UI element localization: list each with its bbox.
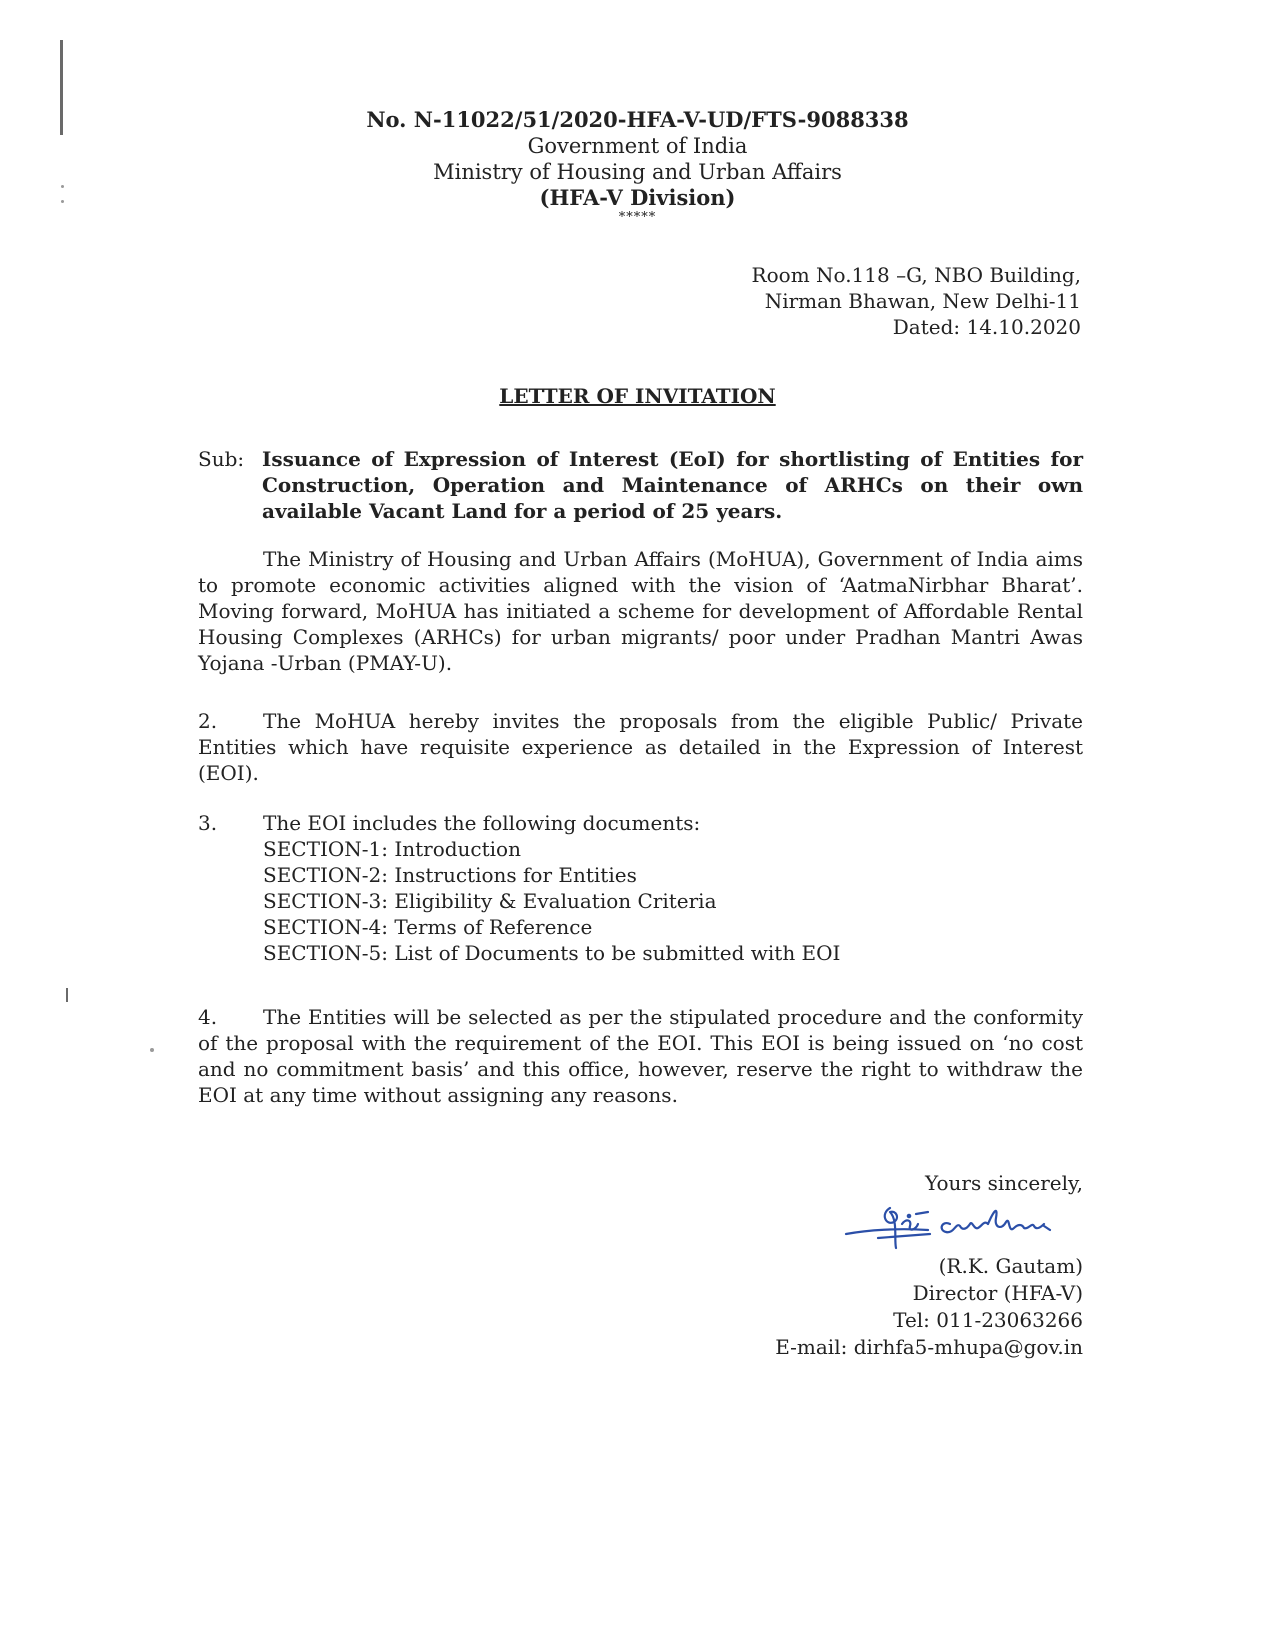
signatory-email: E-mail: dirhfa5-mhupa@gov.in: [775, 1335, 1083, 1359]
office-address: [752, 262, 1081, 340]
address-line-2: Nirman Bhawan, New Delhi-11: [764, 289, 1081, 313]
paragraph-4-number: 4.: [198, 1005, 218, 1029]
address-line-1: Room No.118 –G, NBO Building,: [751, 263, 1081, 287]
handwritten-signature: [838, 1200, 1098, 1252]
signatory-block: [775, 1253, 1083, 1361]
signatory-name: (R.K. Gautam): [938, 1254, 1083, 1278]
subject-block: [198, 446, 1083, 524]
list-item: SECTION-1: Introduction: [263, 837, 521, 861]
signatory-phone: Tel: 011-23063266: [893, 1308, 1083, 1332]
letter-title: LETTER OF INVITATION: [499, 384, 776, 408]
paragraph-3-text: The EOI includes the following documents:: [263, 811, 701, 835]
sections-list: [263, 836, 1083, 966]
scan-artifact-dot: [150, 1048, 154, 1052]
government-name: Government of India: [527, 134, 748, 158]
list-item: SECTION-4: Terms of Reference: [263, 915, 593, 939]
letter-header: [0, 107, 1275, 225]
closing-salutation: Yours sincerely,: [925, 1171, 1083, 1195]
subject-prefix: Sub:: [198, 447, 245, 471]
paragraph-1: [198, 546, 1083, 676]
paragraph-1-text: The Ministry of Housing and Urban Affairs (MoHUA), Government of India aims to promote economic activities aligned with the vision of ‘AatmaNirbhar Bharat’. Moving forward, MoHUA has initiated a scheme for development of Affordable Rental Housing Complexes (ARHCs) for urban migrants/ poor under Pradhan Mantri Awas Yojana -Urban (PMAY-U).: [198, 547, 1083, 675]
paragraph-2-number: 2.: [198, 709, 218, 733]
ministry-name: Ministry of Housing and Urban Affairs: [433, 160, 842, 184]
letter-date: Dated: 14.10.2020: [892, 315, 1081, 339]
scan-artifact-mark: [66, 988, 68, 1002]
list-item: SECTION-2: Instructions for Entities: [263, 863, 637, 887]
paragraph-3-number: 3.: [198, 811, 218, 835]
paragraph-4: [198, 1004, 1083, 1108]
paragraph-2-text: The MoHUA hereby invites the proposals from the eligible Public/ Private Entities which have requisite experience as detailed in the Expression of Interest (EOI).: [198, 709, 1083, 785]
subject-text: Issuance of Expression of Interest (EoI) for shortlisting of Entities for Construction, Operation and Maintenance of ARHCs on their own available Vacant Land for a period of 25 years.: [262, 447, 1083, 523]
list-item: SECTION-3: Eligibility & Evaluation Criteria: [263, 889, 717, 913]
file-number: No. N-11022/51/2020-HFA-V-UD/FTS-9088338: [366, 107, 909, 132]
header-separator: *****: [618, 210, 657, 225]
signatory-designation: Director (HFA-V): [912, 1281, 1083, 1305]
division-name: (HFA-V Division): [539, 185, 736, 210]
list-item: SECTION-5: List of Documents to be submitted with EOI: [263, 941, 841, 965]
paragraph-2: [198, 708, 1083, 786]
paragraph-3: [198, 810, 1083, 966]
paragraph-4-text: The Entities will be selected as per the stipulated procedure and the conformity of the proposal with the requirement of the EOI. This EOI is being issued on ‘no cost and no commitment basis’ and this office, however, reserve the right to withdraw the EOI at any time without assigning any reasons.: [198, 1005, 1083, 1107]
